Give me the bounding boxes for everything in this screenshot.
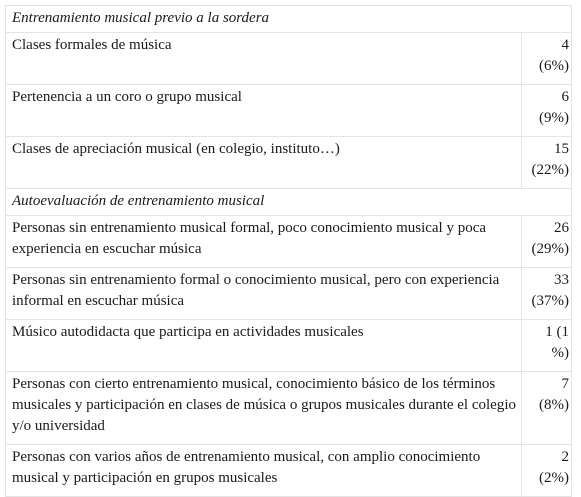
table-row <box>6 216 572 268</box>
row-value <box>522 33 572 85</box>
table-row <box>6 320 572 372</box>
row-count: 6 <box>561 89 569 105</box>
row-count: 2 <box>561 449 569 465</box>
section-title: Autoevaluación de entrenamiento musical <box>6 189 572 216</box>
row-label: Clases de apreciación musical (en colegio, instituto…) <box>6 137 522 189</box>
row-percent: (2%) <box>539 470 569 486</box>
table-row <box>6 33 572 85</box>
row-label: Personas sin entrenamiento musical formal, poco conocimiento musical y poca experiencia en escuchar música <box>6 216 522 268</box>
table-row <box>6 85 572 137</box>
row-label: Clases formales de música <box>6 33 522 85</box>
row-value <box>522 320 572 372</box>
section-header-row <box>6 6 572 33</box>
row-percent: (8%) <box>539 397 569 413</box>
row-value <box>522 85 572 137</box>
row-percent: (37%) <box>531 293 569 309</box>
row-value <box>522 268 572 320</box>
row-label: Personas sin entrenamiento formal o conocimiento musical, pero con experiencia informal en escuchar música <box>6 268 522 320</box>
row-value <box>522 372 572 445</box>
row-count: 1 (1 <box>545 324 569 340</box>
table-row <box>6 268 572 320</box>
row-percent: (22%) <box>531 162 569 178</box>
section-header-row <box>6 189 572 216</box>
row-percent: (29%) <box>531 241 569 257</box>
row-value <box>522 137 572 189</box>
row-count: 15 <box>554 141 569 157</box>
row-count: 33 <box>554 272 569 288</box>
table-row <box>6 445 572 497</box>
musical-training-table <box>5 5 572 497</box>
section-title: Entrenamiento musical previo a la sordera <box>6 6 572 33</box>
table-row <box>6 372 572 445</box>
table-row <box>6 137 572 189</box>
row-percent: (6%) <box>539 58 569 74</box>
row-label: Músico autodidacta que participa en actividades musicales <box>6 320 522 372</box>
row-percent: (9%) <box>539 110 569 126</box>
row-value <box>522 445 572 497</box>
row-count: 7 <box>561 376 569 392</box>
row-count: 4 <box>561 37 569 53</box>
row-label: Pertenencia a un coro o grupo musical <box>6 85 522 137</box>
row-label: Personas con cierto entrenamiento musical, conocimiento básico de los términos musicales y participación en clases de música o grupos musicales durante el colegio y/o universidad <box>6 372 522 445</box>
row-value <box>522 216 572 268</box>
row-count: 26 <box>554 220 569 236</box>
row-label: Personas con varios años de entrenamiento musical, con amplio conocimiento musical y participación en grupos musicales <box>6 445 522 497</box>
row-percent: %) <box>551 345 569 361</box>
musical-training-table-container <box>5 5 571 497</box>
